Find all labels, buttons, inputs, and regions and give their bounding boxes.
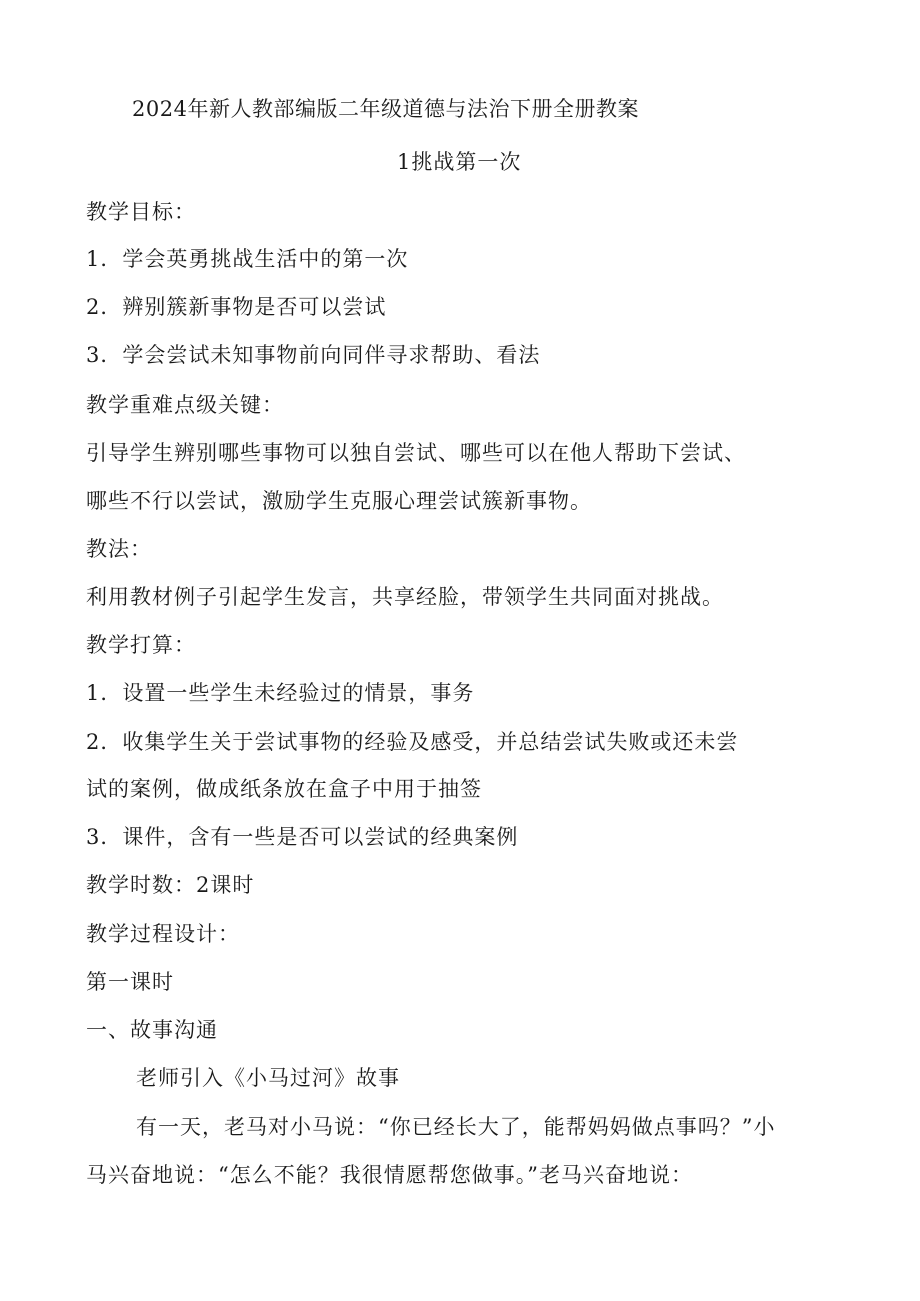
- plan-item-2-line-1: 2．收集学生关于尝试事物的经验及感受，并总结尝试失败或还未尝: [86, 730, 739, 754]
- heading-key-points: 教学重难点级关键：: [86, 393, 284, 417]
- plan-item-2-line-2: 试的案例，做成纸条放在盒子中用于抽签: [86, 777, 482, 801]
- goal-item-2: 2．辨别簇新事物是否可以尝试: [86, 295, 387, 319]
- key-points-text-line-2: 哪些不行以尝试，激励学生克服心理尝试簇新事物。: [86, 489, 592, 513]
- story-paragraph-line-2: 马兴奋地说：“怎么不能？我很情愿帮您做事。”老马兴奋地说：: [86, 1163, 693, 1187]
- heading-process-design: 教学过程设计：: [86, 922, 240, 946]
- plan-item-3: 3．课件，含有一些是否可以尝试的经典案例: [86, 825, 519, 849]
- plan-item-1: 1．设置一些学生未经验过的情景，事务: [86, 681, 475, 705]
- goal-item-3: 3．学会尝试未知事物前向同伴寻求帮助、看法: [86, 343, 541, 367]
- heading-teaching-goals: 教学目标：: [86, 200, 196, 224]
- heading-teaching-method: 教法：: [86, 537, 152, 561]
- lesson-title: 1挑战第一次: [397, 150, 522, 174]
- goal-item-1: 1．学会英勇挑战生活中的第一次: [86, 247, 409, 271]
- story-paragraph-line-1: 有一天，老马对小马说：“你已经长大了，能帮妈妈做点事吗？”小: [136, 1115, 776, 1139]
- document-title: 2024年新人教部编版二年级道德与法治下册全册教案: [132, 97, 639, 121]
- story-intro: 老师引入《小马过河》故事: [136, 1066, 400, 1090]
- section-story-exchange: 一、故事沟通: [86, 1018, 218, 1042]
- heading-teaching-plan: 教学打算：: [86, 633, 196, 657]
- teaching-method-text: 利用教材例子引起学生发言，共享经脸，带领学生共同面对挑战。: [86, 585, 724, 609]
- lesson-period-1: 第一课时: [86, 970, 174, 994]
- key-points-text-line-1: 引导学生辨别哪些事物可以独自尝试、哪些可以在他人帮助下尝试、: [86, 441, 746, 465]
- teaching-hours: 教学时数：2课时: [86, 873, 255, 897]
